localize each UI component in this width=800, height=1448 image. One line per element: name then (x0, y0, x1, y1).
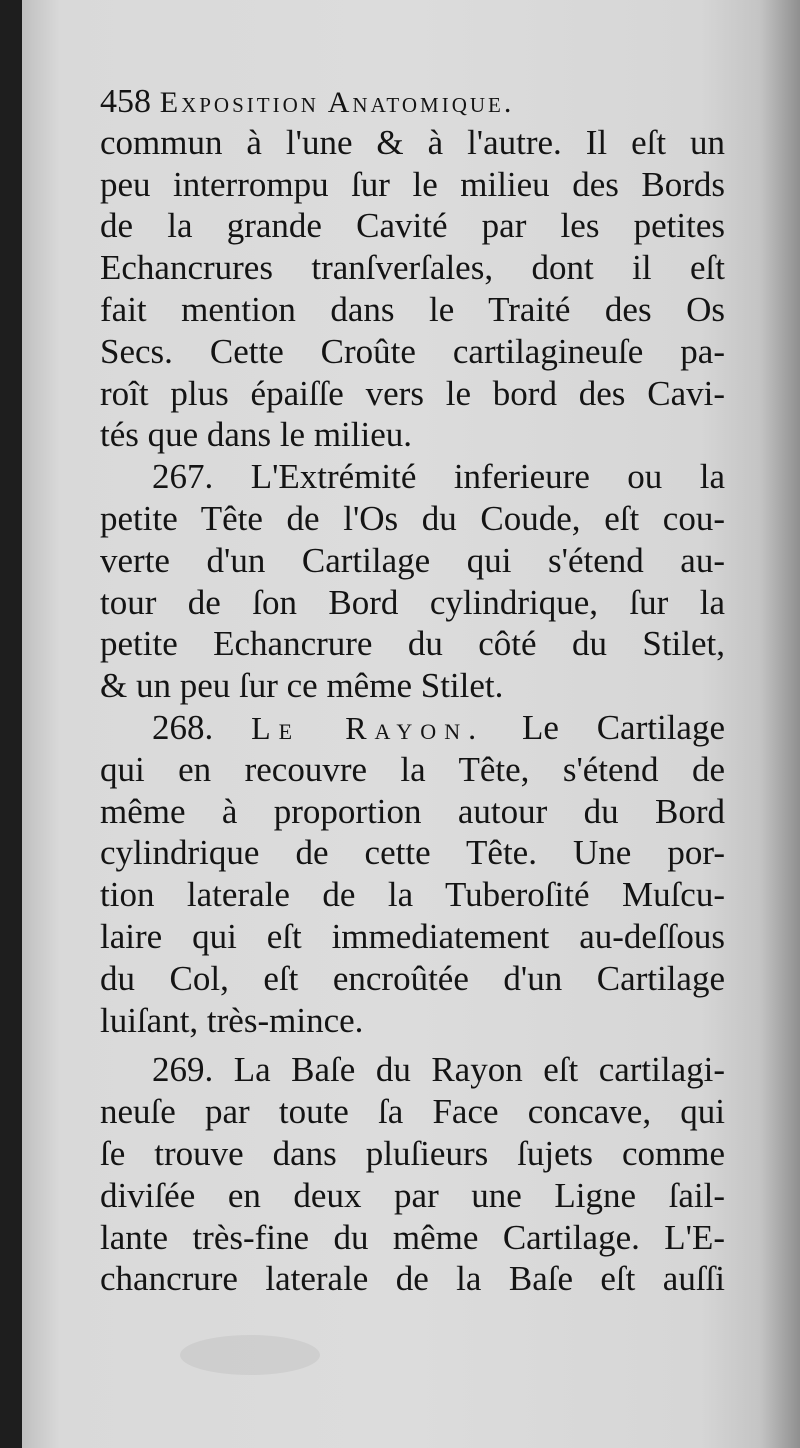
page-text (100, 80, 725, 1300)
paragraph-continuation (100, 122, 725, 456)
page-number: 458 (100, 83, 151, 120)
line-text: Le Cartilage (521, 707, 725, 747)
text-line: diviſée en deux par une Ligne ſail- (100, 1175, 725, 1215)
text-line: lante très-fine du même Cartilage. L'E- (100, 1217, 725, 1257)
section-title: Le Rayon. (251, 709, 485, 746)
running-title: Exposition Anatomique. (159, 86, 515, 119)
text-line: de la grande Cavité par les petites (100, 206, 725, 246)
ink-smudge (180, 1335, 320, 1375)
paragraph-267 (100, 456, 725, 707)
text-line: & un peu ſur ce même Stilet. (100, 666, 504, 706)
text-line: neuſe par toute ſa Face concave, qui (100, 1092, 725, 1132)
paragraph-number: 267. (152, 457, 214, 497)
text-line: peu interrompu ſur le milieu des Bords (100, 164, 725, 204)
text-line: du Col, eſt encroûtée d'un Cartilage (100, 958, 725, 998)
line-text: La Baſe du Rayon eſt cartilagi- (233, 1050, 725, 1090)
text-line: fait mention dans le Traité des Os (100, 289, 725, 329)
paragraph-number: 269. (152, 1050, 214, 1090)
text-line: commun à l'une & à l'autre. Il eſt un (100, 122, 725, 162)
text-line: laire qui eſt immediatement au-deſſous (100, 916, 725, 956)
running-header (100, 80, 725, 122)
paragraph-269 (100, 1049, 725, 1300)
text-line: roît plus épaiſſe vers le bord des Cavi- (100, 373, 725, 413)
text-line: même à proportion autour du Bord (100, 791, 725, 831)
text-line: petite Tête de l'Os du Coude, eſt cou- (100, 498, 725, 538)
text-line: tés que dans le milieu. (100, 415, 413, 455)
scan-edge (0, 0, 22, 1448)
text-line (100, 707, 725, 749)
text-line: Echancrures tranſverſales, dont il eſt (100, 248, 725, 288)
text-line: tour de ſon Bord cylindrique, ſur la (100, 582, 725, 622)
text-line: tion laterale de la Tuberoſité Muſcu- (100, 875, 725, 915)
paragraph-number: 268. (152, 707, 214, 747)
text-line: petite Echancrure du côté du Stilet, (100, 624, 725, 664)
text-line: luiſant, très-mince. (100, 1000, 364, 1040)
text-line: chancrure laterale de la Baſe eſt auſſi (100, 1259, 725, 1299)
text-line: cylindrique de cette Tête. Une por- (100, 833, 725, 873)
text-line: ſe trouve dans pluſieurs ſujets comme (100, 1133, 725, 1173)
text-line (100, 456, 725, 498)
text-line (100, 1049, 725, 1091)
text-line: qui en recouvre la Tête, s'étend de (100, 749, 725, 789)
text-line: verte d'un Cartilage qui s'étend au- (100, 540, 725, 580)
paragraph-268 (100, 707, 725, 1041)
line-text: L'Extrémité inferieure ou la (250, 457, 725, 497)
text-line: Secs. Cette Croûte cartilagineuſe pa- (100, 331, 725, 371)
